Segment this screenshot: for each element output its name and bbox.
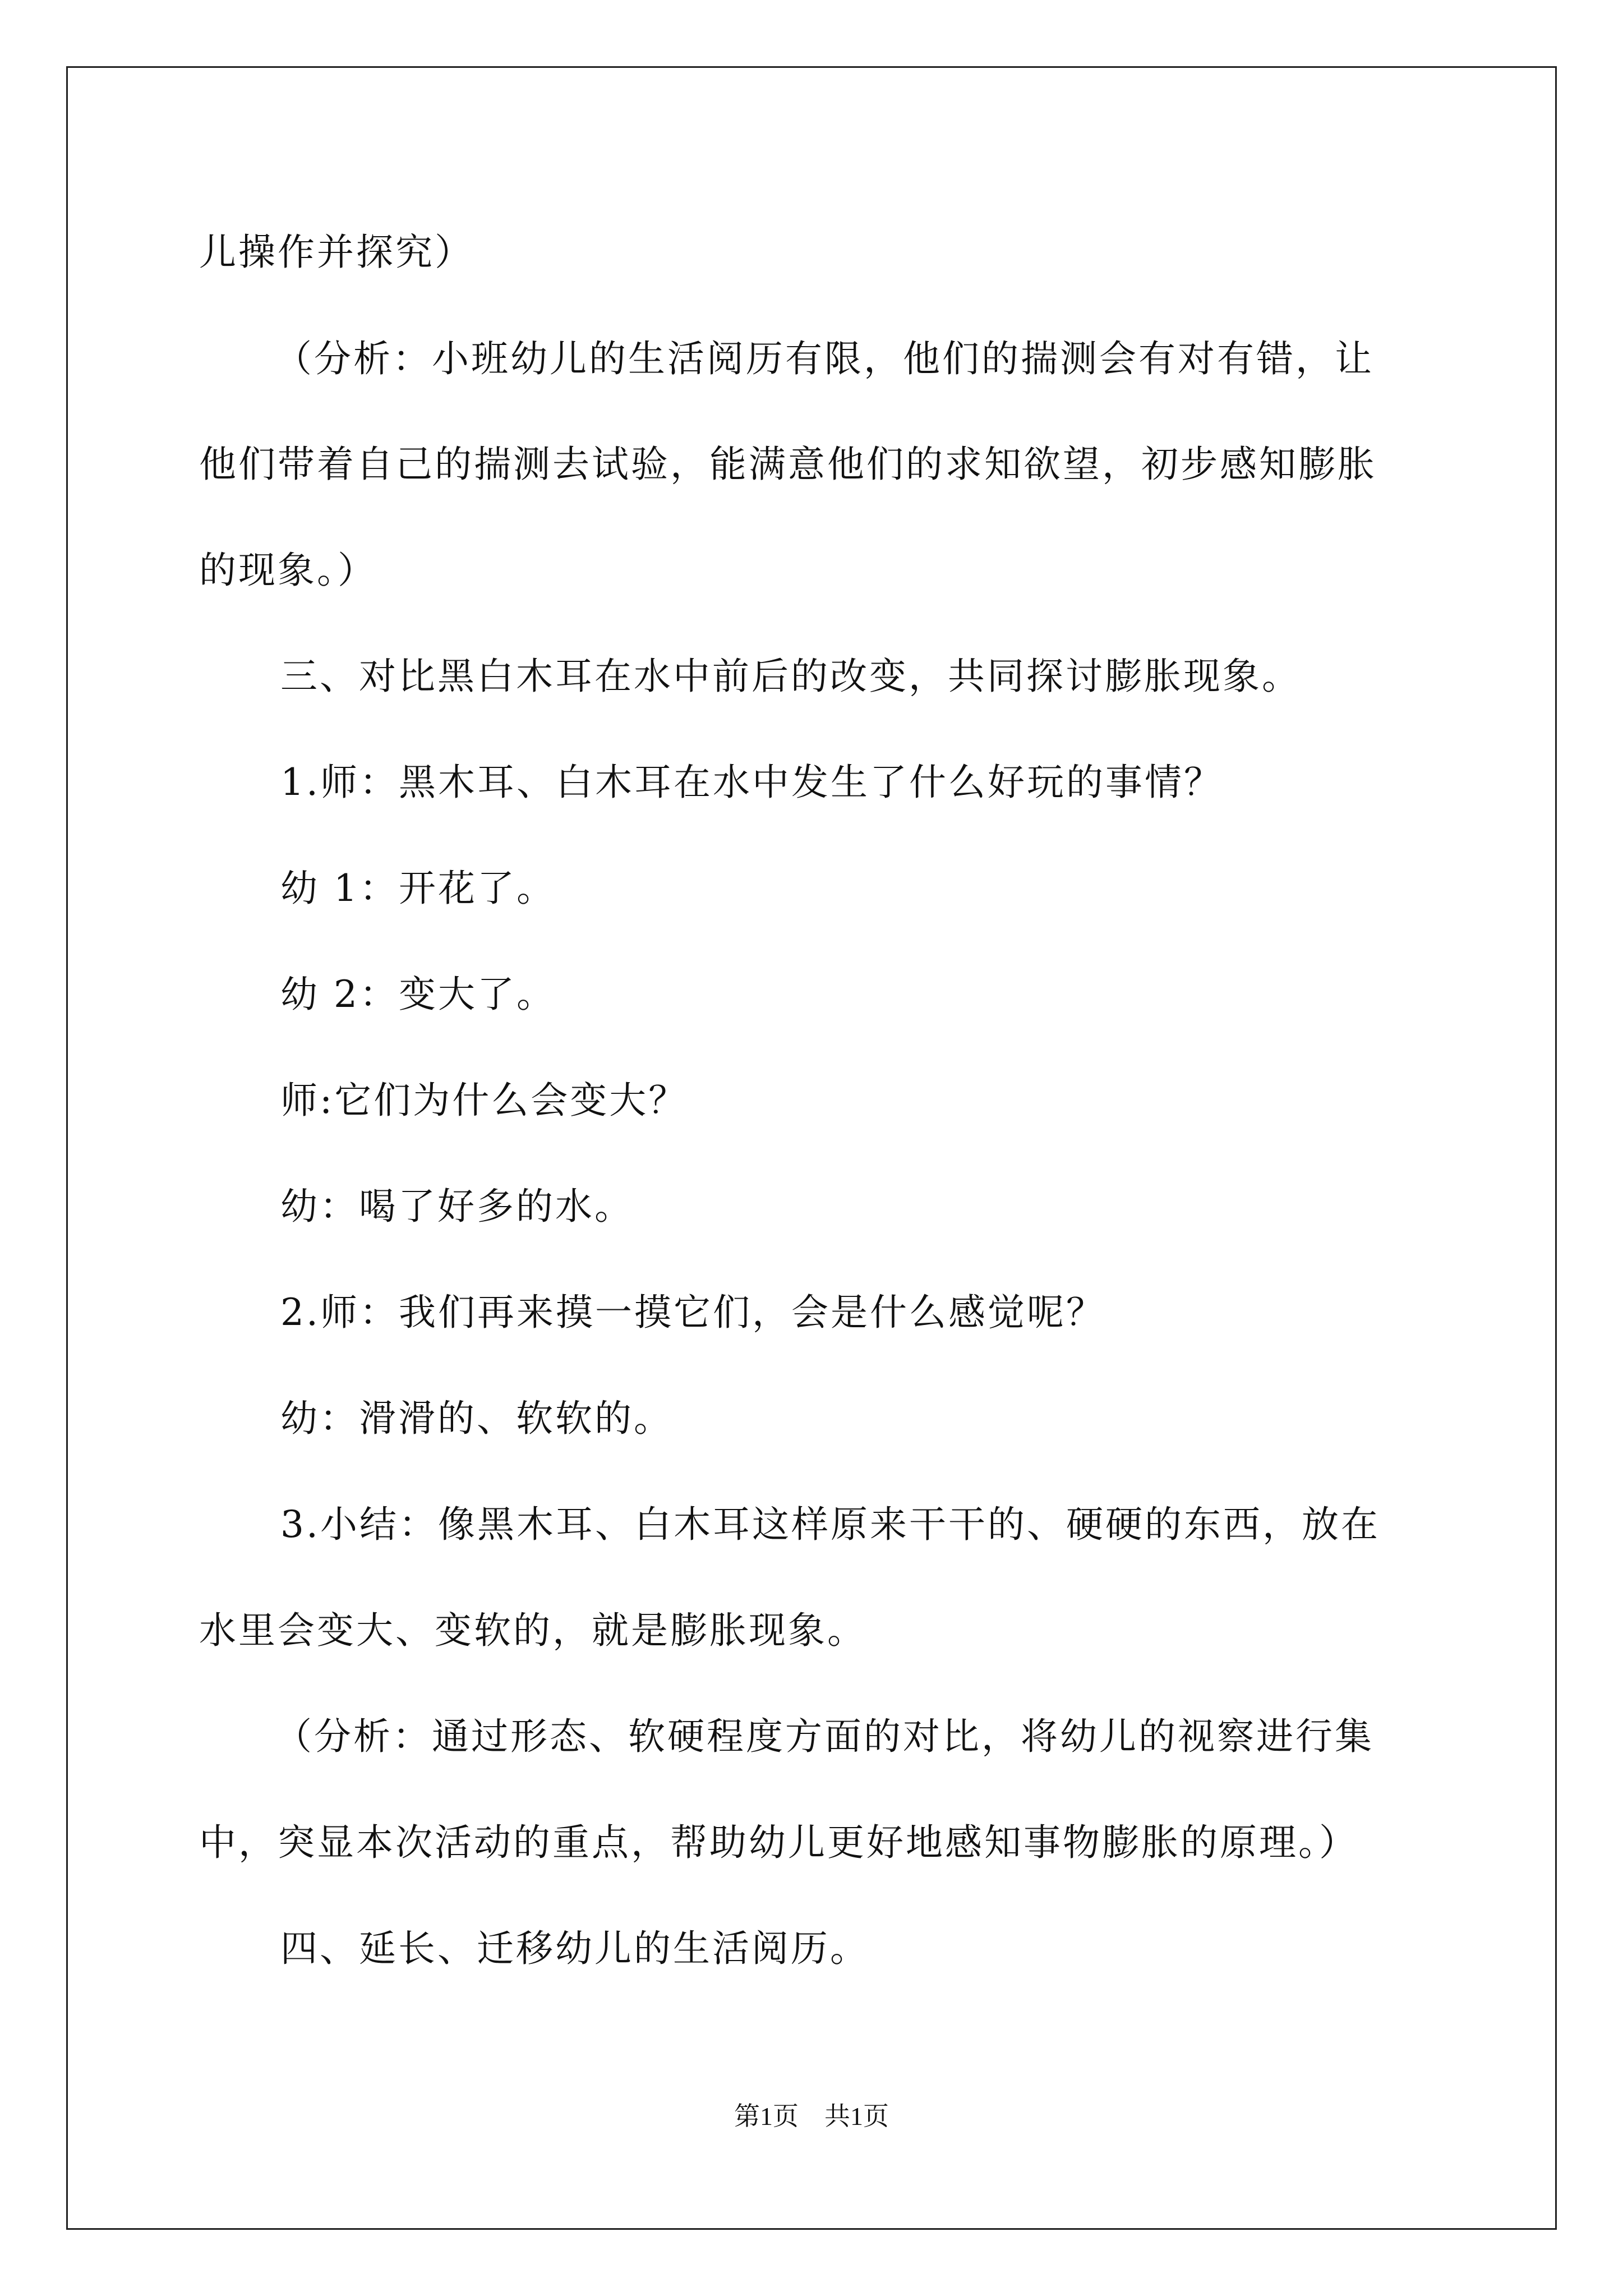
text-line: 他们带着自己的揣测去试验，能满意他们的求知欲望，初步感知膨胀 [199,443,1377,486]
text-line: 四、延长、迁移幼儿的生活阅历。 [280,1927,869,1970]
text-line: 水里会变大、变软的，就是膨胀现象。 [199,1609,866,1652]
text-line: 幼：滑滑的、软软的。 [280,1397,673,1440]
text-line: 幼：喝了好多的水。 [280,1185,634,1228]
text-line: 2.师：我们再来摸一摸它们，会是什么感觉呢？ [280,1291,1105,1334]
text-line: 儿操作并探究） [199,231,474,274]
text-line: （分析：小班幼儿的生活阅历有限，他们的揣测会有对有错，让 [275,337,1374,380]
page-footer: 第1页 共1页 [734,2102,889,2131]
text-line: 三、对比黑白木耳在水中前后的改变，共同探讨膨胀现象。 [280,655,1301,698]
text-line: 1.师：黑木耳、白木耳在水中发生了什么好玩的事情？ [280,761,1223,804]
text-line: 师:它们为什么会变大？ [280,1079,688,1122]
text-line: 3.小结：像黑木耳、白木耳这样原来干干的、硬硬的东西，放在 [280,1503,1380,1546]
text-line: 中，突显本次活动的重点，帮助幼儿更好地感知事物膨胀的原理。） [199,1821,1358,1864]
text-line: 幼 2：变大了。 [280,973,556,1016]
text-line: 的现象。） [199,549,377,592]
page-border [66,66,1557,2230]
text-line: （分析：通过形态、软硬程度方面的对比，将幼儿的视察进行集 [275,1715,1374,1758]
text-line: 幼 1：开花了。 [280,867,556,910]
